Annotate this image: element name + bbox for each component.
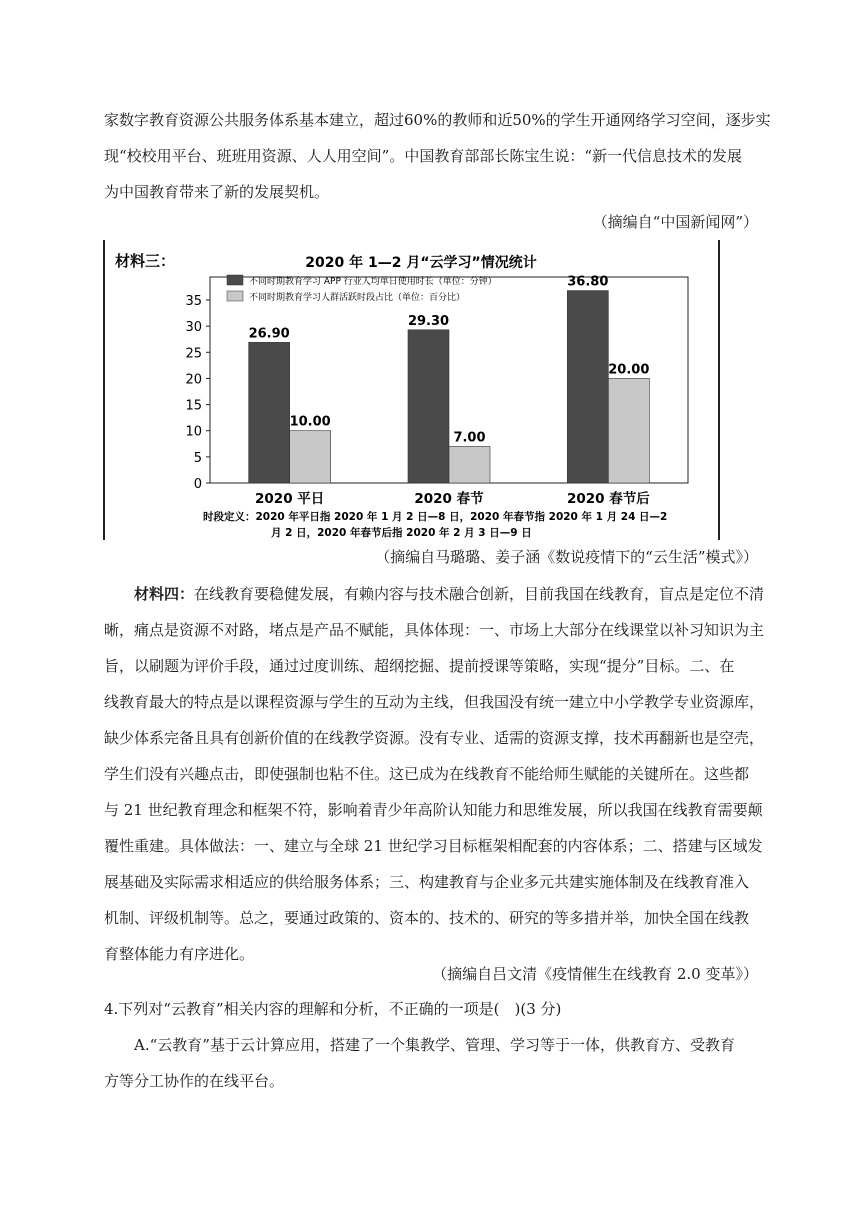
chart-title: 2020 年 1—2 月“云学习”情况统计: [305, 255, 537, 271]
text-line: A.“云教育”基于云计算应用，搭建了一个集教学、管理、学习等于一体，供教育方、受教育: [134, 1036, 735, 1054]
plot-area: [185, 275, 688, 507]
x-tick-label: 2020 春节: [414, 491, 484, 507]
intro-paragraph: [104, 102, 771, 210]
x-tick-label: 2020 春节后: [566, 491, 650, 507]
text-line: 家数字教育资源公共服务体系基本建立，超过60%的教师和近50%的学生开通网络学习空间，逐步实: [104, 111, 771, 129]
legend-swatch: [227, 275, 243, 285]
text-line: 方等分工协作的在线平台。: [104, 1072, 285, 1090]
chart-note-line: 时段定义：2020 年平日指 2020 年 1 月 2 日—8 日，2020 年春节指 2020 年 1 月 24 日—2: [203, 511, 668, 523]
text-line: 晰，痛点是资源不对路，堵点是产品不赋能，具体体现：一、市场上大部分在线课堂以补习知识为主: [104, 621, 765, 639]
bar: [249, 342, 290, 483]
bar: [449, 446, 490, 483]
material3-source: （摘编自马璐璐、姜子涵《数说疫情下的“云生活”模式》）: [375, 548, 758, 566]
material4-label: 材料四：: [134, 585, 195, 603]
text-line: 缺少体系完备且具有创新价值的在线教学资源。没有专业、适需的资源支撑，技术再翻新也是空壳，: [104, 729, 765, 747]
y-tick-label: 35: [185, 294, 202, 309]
text-line: 覆性重建。具体做法：一、建立与全球 21 世纪学习目标框架相配套的内容体系；二、搭建与区域发: [104, 837, 763, 855]
legend-label: 不同时期教育学习 APP 行业人均单日使用时长（单位：分钟）: [249, 277, 497, 287]
text-line: 机制、评级机制等。总之，要通过政策的、资本的、技术的、研究的等多措并举，加快全国在线教: [104, 909, 750, 927]
bar: [567, 291, 608, 483]
material4-source: （摘编自吕文清《疫情催生在线教育 2.0 变革》）: [432, 965, 758, 983]
bar-value-label: 26.90: [248, 326, 290, 342]
y-tick-label: 10: [185, 424, 202, 440]
bar-value-label: 36.80: [567, 274, 609, 290]
material4-first-line: 在线教育要稳健发展，有赖内容与技术融合创新，目前我国在线教育，盲点是定位不清: [194, 585, 765, 603]
legend-swatch: [227, 291, 243, 301]
intro-source: （摘编自“中国新闻网”）: [592, 213, 758, 231]
bar: [290, 431, 331, 483]
cloud-learning-chart: [103, 240, 719, 540]
bar: [408, 330, 449, 483]
y-tick-label: 30: [185, 320, 202, 336]
text-line: [104, 576, 765, 612]
x-tick-label: 2020 平日: [255, 491, 325, 507]
y-tick-label: 5: [193, 450, 202, 466]
bar-value-label: 20.00: [608, 362, 650, 378]
text-line: 现“校校用平台、班班用资源、人人用空间”。中国教育部部长陈宝生说：“新一代信息技术的发展: [104, 147, 743, 165]
bar-value-label: 29.30: [407, 313, 450, 329]
question-stem: 4.下列对“云教育”相关内容的理解和分析，不正确的一项是( )(3 分): [104, 1000, 562, 1018]
y-tick-label: 20: [185, 372, 202, 388]
y-tick-label: 15: [185, 398, 202, 414]
text-line: 与 21 世纪教育理念和框架不符，影响着青少年高阶认知能力和思维发展，所以我国在线教育需要颠: [104, 801, 763, 819]
text-line: 旨，以刷题为评价手段，通过过度训练、超纲挖掘、提前授课等策略，实现“提分”目标。二、在: [104, 657, 735, 675]
text-line: 育整体能力有序进化。: [104, 945, 255, 963]
y-tick-label: 0: [193, 477, 202, 492]
bar: [608, 378, 649, 483]
text-line: 学生们没有兴趣点击，即使强制也粘不住。这已成为在线教育不能给师生赋能的关键所在。这些都: [104, 765, 750, 783]
y-tick-label: 25: [185, 346, 202, 362]
text-line: 展基础及实际需求相适应的供给服务体系；三、构建教育与企业多元共建实施体制及在线教育准入: [104, 873, 750, 891]
material4-paragraph: [104, 576, 765, 972]
option-a: [104, 1027, 760, 1099]
text-line: 为中国教育带来了新的发展契机。: [104, 183, 330, 201]
legend-label: 不同时期教育学习人群活跃时段占比（单位：百分比）: [249, 293, 466, 303]
text-line: 线教育最大的特点是以课程资源与学生的互动为主线，但我国没有统一建立中小学教学专业资源库，: [104, 693, 765, 711]
chart-note-line: 月 2 日，2020 年春节后指 2020 年 2 月 3 日—9 日: [271, 527, 532, 539]
bar-value-label: 10.00: [289, 414, 331, 430]
material3-label: 材料三：: [115, 252, 176, 270]
bar-value-label: 7.00: [453, 430, 486, 446]
